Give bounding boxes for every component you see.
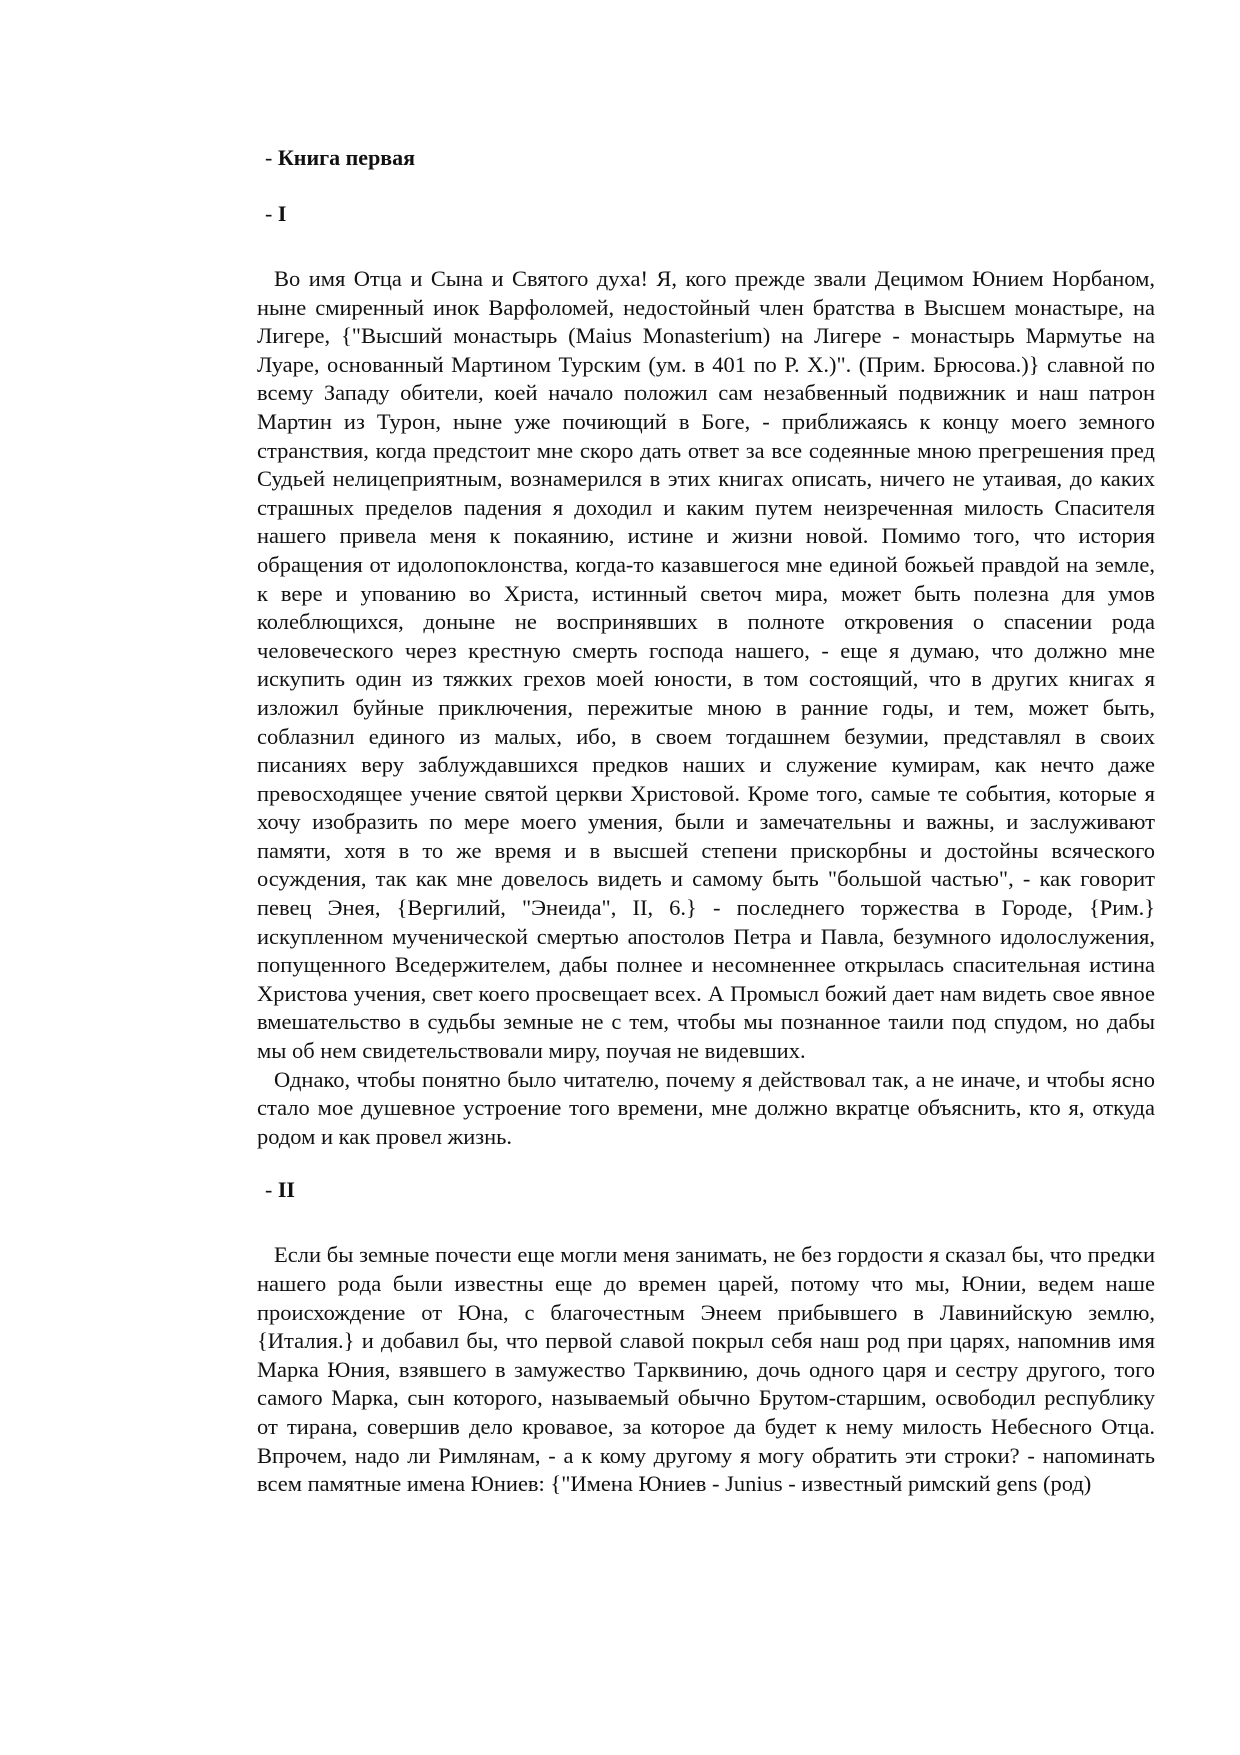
chapter-heading-label: II bbox=[277, 1177, 295, 1203]
book-title-prefix: - bbox=[265, 145, 278, 170]
chapter-heading-prefix: - bbox=[265, 1177, 278, 1203]
paragraph: Если бы земные почести еще могли меня занимать, не без гордости я сказал бы, что предки нашего рода были известны еще до времен царей, потому что мы, Юнии, ведем наше происхождение от Юна, с благочестным Энеем прибывшего в Лавинийскую землю, {Италия.} и добавил бы, что первой славой покрыл себя наш род при царях, напомнив имя Марка Юния, взявшего в замужество Тарквинию, дочь одного царя и сестру другого, того самого Марка, сын которого, называемый обычно Брутом-старшим, освободил республику от тирана, совершив дело кровавое, за которое да будет к нему милость Небесного Отца. Впрочем, надо ли Римлянам, - а к кому другому я могу обратить эти строки? - напоминать всем памятные имена Юниев: {"Имена Юниев - Junius - известный римский gens (род) bbox=[257, 1242, 1155, 1497]
paragraph: Однако, чтобы понятно было читателю, почему я действовал так, а не иначе, и чтобы ясно стало мое душевное устроение того времени, мне должно вкратце объяснить, кто я, откуда родом и как провел жизнь. bbox=[257, 1066, 1155, 1149]
book-title bbox=[257, 143, 1155, 172]
chapter-heading bbox=[257, 1175, 1155, 1204]
book-title-label: Книга первая bbox=[277, 145, 416, 170]
document-body bbox=[257, 143, 1155, 1499]
chapter-heading-label: I bbox=[277, 201, 287, 226]
paragraph: Во имя Отца и Сына и Святого духа! Я, кого прежде звали Децимом Юнием Норбаном, ныне смиренный инок Варфоломей, недостойный член братства в Высшем монастыре, на Лигере, {"Высший монастырь (Maius Monasterium) на Лигере - монастырь Мармутье на Луаре, основанный Мартином Турским (ум. в 401 по Р. Х.)". (Прим. Брюсова.)} славной по всему Западу обители, коей начало положил сам незабвенный подвижник и наш патрон Мартин из Турон, ныне уже почиющий в Боге, - приближаясь к концу моего земного странствия, когда предстоит мне скоро дать ответ за все содеянные мною прегрешения пред Судьей нелицеприятным, вознамерился в этих книгах описать, ничего не утаивая, до каких страшных пределов падения я доходил и каким путем неизреченная милость Спасителя нашего привела меня к покаянию, истине и жизни новой. Помимо того, что история обращения от идолопоклонства, когда-то казавшегося мне единой божьей правдой на земле, к вере и упованию во Христа, истинный светоч мира, может быть полезна для умов колеблющихся, доныне не воспринявших в полноте откровения о спасении рода человеческого через крестную смерть господа нашего, - еще я думаю, что должно мне искупить один из тяжких грехов моей юности, в том состоящий, что в других книгах я изложил буйные приключения, пережитые мною в ранние годы, и тем, может быть, соблазнил единого из малых, ибо, в своем тогдашнем безумии, представлял в своих писаниях веру заблуждавшихся предков наших и служение кумирам, как нечто даже превосходящее учение святой церкви Христовой. Кроме того, самые те события, которые я хочу изобразить по мере моего умения, были и замечательны и важны, и заслуживают памяти, хотя в то же время и в высшей степени прискорбны и достойны всяческого осуждения, так как мне довелось видеть и самому быть "большой частью", - как говорит певец Энея, {Вергилий, "Энеида", II, 6.} - последнего торжества в Городе, {Рим.} искупленном мученической смертью апостолов Петра и Павла, безумного идолослужения, попущенного Вседержителем, дабы полнее и несомненнее открылась спасительная истина Христова учения, свет коего просвещает всех. А Промысл божий дает нам видеть свое явное вмешательство в судьбы земные не с тем, чтобы мы познанное таили под спудом, но дабы мы об нем свидетельствовали миру, поучая не видевших. bbox=[257, 266, 1155, 1064]
chapter-heading bbox=[257, 199, 1155, 228]
chapter-1 bbox=[257, 199, 1155, 1151]
chapter-heading-prefix: - bbox=[265, 201, 278, 226]
chapter-2 bbox=[257, 1175, 1155, 1498]
